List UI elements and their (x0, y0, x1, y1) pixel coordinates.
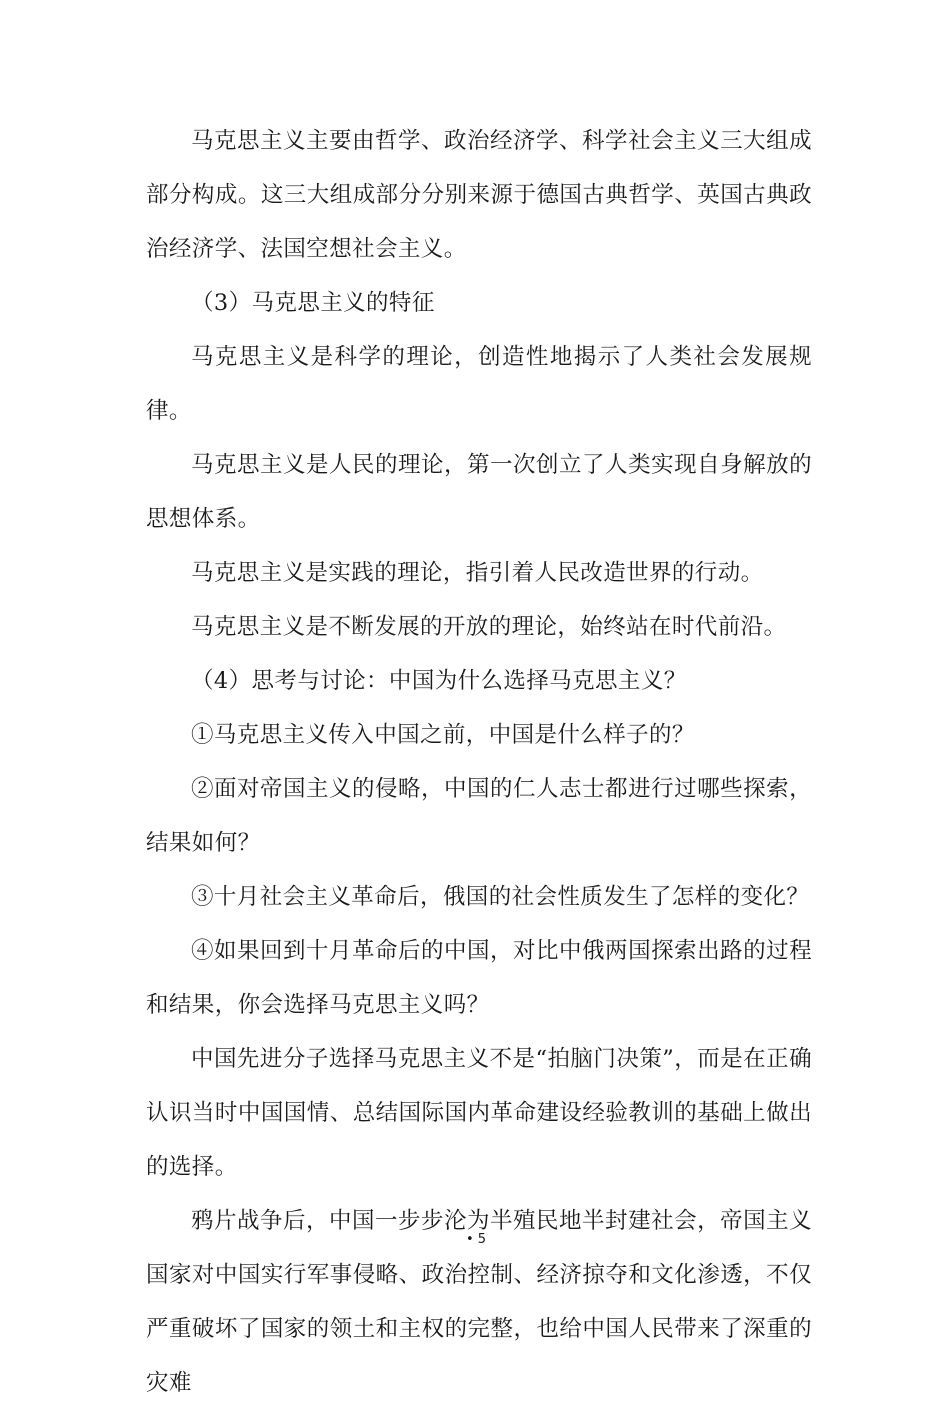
paragraph-open: 马克思主义是不断发展的开放的理论，始终站在时代前沿。 (191, 614, 787, 640)
paragraph-scientific: 马克思主义是科学的理论，创造性地揭示了人类社会发展规律。 (146, 344, 812, 424)
paragraph-components: 马克思主义主要由哲学、政治经济学、科学社会主义三大组成部分构成。这三大组成部分分别来源于德国古典哲学、英国古典政治经济学、法国空想社会主义。 (146, 128, 812, 262)
page-number: • 5 (465, 1232, 487, 1247)
heading-discussion: （4）思考与讨论：中国为什么选择马克思主义？ (191, 668, 687, 694)
question-4: ④如果回到十月革命后的中国，对比中俄两国探索出路的过程和结果，你会选择马克思主义吗？ (146, 938, 812, 1018)
question-3: ③十月社会主义革命后，俄国的社会性质发生了怎样的变化？ (191, 884, 810, 910)
question-2: ②面对帝国主义的侵略，中国的仁人志士都进行过哪些探索，结果如何？ (146, 776, 812, 856)
paragraph-choice: 中国先进分子选择马克思主义不是“拍脑门决策”，而是在正确认识当时中国国情、总结国际国内革命建设经验教训的基础上做出的选择。 (146, 1046, 812, 1180)
paragraph-people: 马克思主义是人民的理论，第一次创立了人类实现自身解放的思想体系。 (146, 452, 812, 532)
heading-characteristics: （3）马克思主义的特征 (191, 290, 435, 316)
question-1: ①马克思主义传入中国之前，中国是什么样子的？ (191, 722, 695, 748)
body-text (146, 114, 812, 1410)
paragraph-practice: 马克思主义是实践的理论，指引着人民改造世界的行动。 (191, 560, 764, 586)
paragraph-opium-war: 鸦片战争后，中国一步步沦为半殖民地半封建社会，帝国主义国家对中国实行军事侵略、政治控制、经济掠夺和文化渗透，不仅严重破坏了国家的领土和主权的完整，也给中国人民带来了深重的灾难 (146, 1208, 812, 1396)
